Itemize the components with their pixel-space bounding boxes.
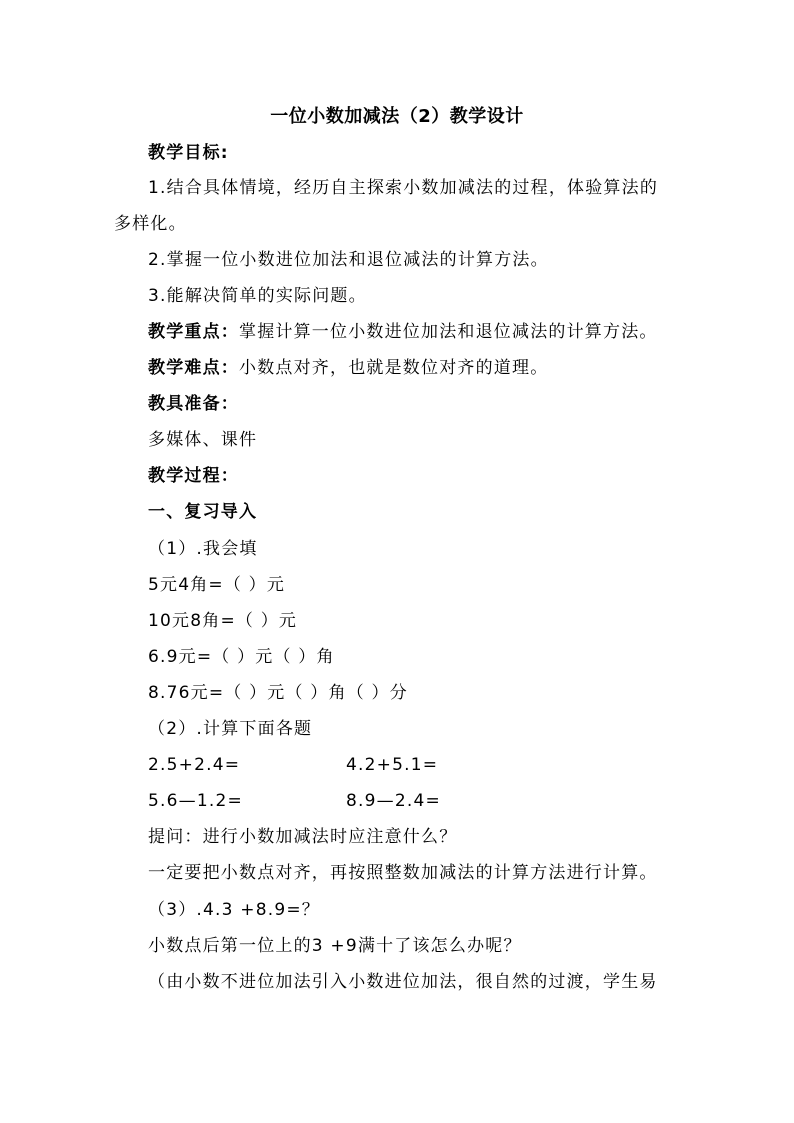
calc-question-2: 4.2+5.1= bbox=[346, 755, 439, 775]
note-line: （由小数不进位加法引入小数进位加法，很自然的过渡，学生易 bbox=[148, 972, 658, 992]
materials-heading: 教具准备： bbox=[148, 394, 239, 414]
objective-1-line-1: 1.结合具体情境，经历自主探索小数加减法的过程，体验算法的 bbox=[148, 178, 659, 198]
part-2-label: （2）.计算下面各题 bbox=[148, 719, 313, 739]
fill-question-3: 6.9元=（ ）元（ ）角 bbox=[148, 647, 335, 667]
key-point-label: 教学重点： bbox=[148, 322, 239, 342]
objective-2: 2.掌握一位小数进位加法和退位减法的计算方法。 bbox=[148, 250, 549, 270]
key-point bbox=[148, 320, 658, 344]
difficulty bbox=[148, 356, 548, 380]
objective-3: 3.能解决简单的实际问题。 bbox=[148, 286, 367, 306]
objective-1-line-2: 多样化。 bbox=[114, 214, 187, 234]
question: 提问：进行小数加减法时应注意什么？ bbox=[148, 827, 458, 847]
calc-question-3: 5.6—1.2= bbox=[148, 791, 243, 811]
answer: 一定要把小数点对齐，再按照整数加减法的计算方法进行计算。 bbox=[148, 863, 658, 883]
part-3-label: （3）.4.3 +8.9=？ bbox=[148, 900, 320, 920]
process-heading: 教学过程： bbox=[148, 466, 239, 486]
difficulty-label: 教学难点： bbox=[148, 358, 239, 378]
materials-text: 多媒体、课件 bbox=[148, 430, 258, 450]
difficulty-text: 小数点对齐，也就是数位对齐的道理。 bbox=[239, 358, 549, 378]
section-1-heading: 一、复习导入 bbox=[148, 502, 258, 522]
fill-question-1: 5元4角=（ ）元 bbox=[148, 575, 286, 595]
fill-question-4: 8.76元=（ ）元（ ）角（ ）分 bbox=[148, 683, 408, 703]
calc-question-4: 8.9—2.4= bbox=[346, 791, 441, 811]
document-title: 一位小数加减法（2）教学设计 bbox=[270, 106, 524, 127]
part-3-question: 小数点后第一位上的3 +9满十了该怎么办呢？ bbox=[148, 936, 522, 956]
part-1-label: （1）.我会填 bbox=[148, 539, 258, 559]
objectives-heading: 教学目标: bbox=[148, 143, 229, 163]
key-point-text: 掌握计算一位小数进位加法和退位减法的计算方法。 bbox=[239, 322, 658, 342]
fill-question-2: 10元8角=（ ）元 bbox=[148, 611, 298, 631]
calc-question-1: 2.5+2.4= bbox=[148, 755, 241, 775]
